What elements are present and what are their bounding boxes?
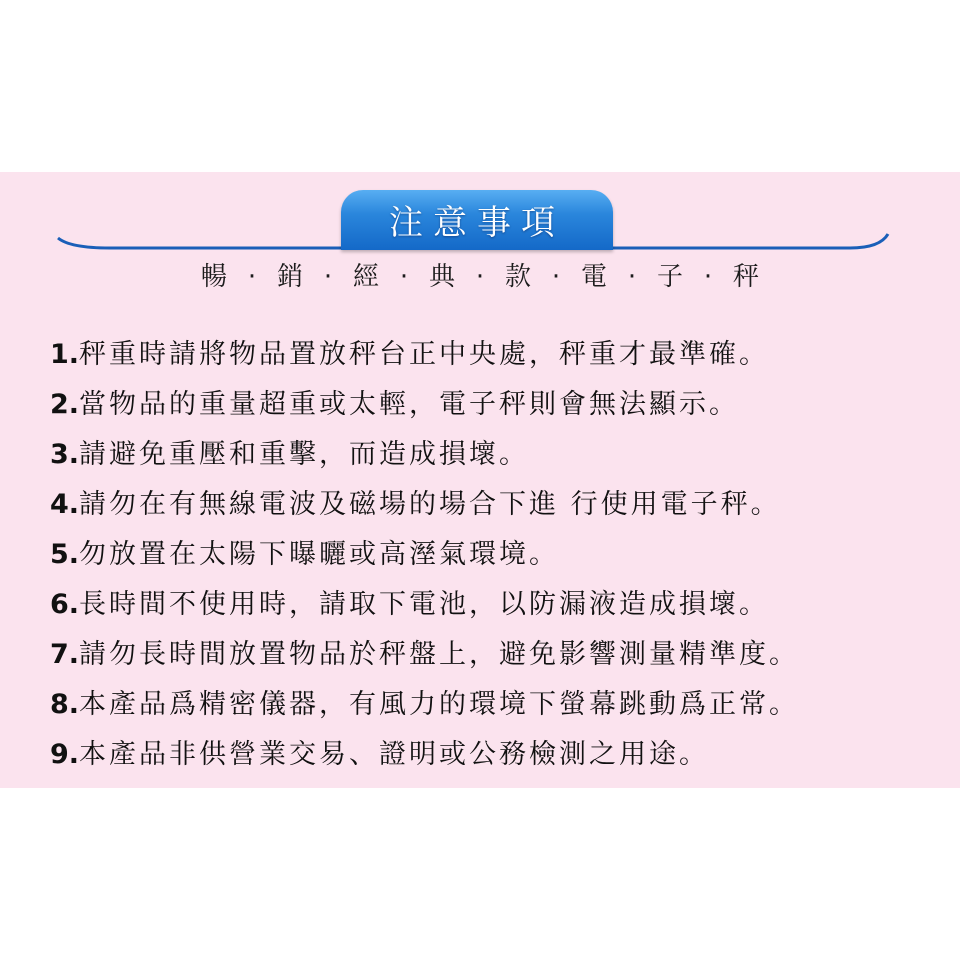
- subtitle-char: 暢: [200, 262, 227, 292]
- subtitle-separator: ·: [551, 262, 561, 292]
- notice-title: 注意事項: [389, 203, 565, 243]
- subtitle-char: 電: [580, 262, 607, 292]
- title-tab: [341, 190, 613, 250]
- notes-list: [50, 330, 940, 780]
- subtitle-separator: ·: [475, 262, 485, 292]
- note-text: 長時間不使用時，請取下電池，以防漏液造成損壞。: [79, 589, 770, 620]
- note-number: 6.: [50, 589, 80, 620]
- note-item: [50, 680, 940, 730]
- subtitle-char: 經: [352, 262, 379, 292]
- note-number: 2.: [50, 389, 80, 420]
- notice-panel: [0, 172, 960, 788]
- note-text: 請勿在有無線電波及磁場的場合下進 行使用電子秤。: [79, 489, 781, 520]
- subtitle-separator: ·: [247, 262, 257, 292]
- note-text: 請避免重壓和重擊，而造成損壞。: [79, 439, 530, 470]
- subtitle-char: 典: [428, 262, 455, 292]
- subtitle-separator: ·: [323, 262, 333, 292]
- note-item: [50, 480, 940, 530]
- note-number: 4.: [50, 489, 80, 520]
- note-number: 3.: [50, 439, 80, 470]
- note-item: [50, 730, 940, 780]
- subtitle-separator: ·: [627, 262, 637, 292]
- subtitle-char: 款: [504, 262, 531, 292]
- note-item: [50, 330, 940, 380]
- subtitle-char: 秤: [732, 262, 759, 292]
- note-number: 5.: [50, 539, 80, 570]
- note-number: 1.: [50, 339, 80, 370]
- note-item: [50, 380, 940, 430]
- subtitle-separator: ·: [399, 262, 409, 292]
- subtitle-char: 子: [656, 262, 683, 292]
- note-number: 9.: [50, 739, 80, 770]
- note-text: 秤重時請將物品置放秤台正中央處，秤重才最準確。: [79, 339, 770, 370]
- note-number: 8.: [50, 689, 80, 720]
- note-text: 請勿長時間放置物品於秤盤上，避免影響測量精準度。: [79, 639, 800, 670]
- subtitle: [0, 262, 960, 292]
- subtitle-char: 銷: [276, 262, 303, 292]
- note-item: [50, 530, 940, 580]
- note-text: 本產品爲精密儀器，有風力的環境下螢幕跳動爲正常。: [79, 689, 800, 720]
- note-text: 本產品非供營業交易、證明或公務檢測之用途。: [79, 739, 710, 770]
- note-text: 當物品的重量超重或太輕，電子秤則會無法顯示。: [79, 389, 740, 420]
- note-text: 勿放置在太陽下曝曬或高溼氣環境。: [79, 539, 560, 570]
- subtitle-separator: ·: [703, 262, 713, 292]
- note-item: [50, 580, 940, 630]
- note-number: 7.: [50, 639, 80, 670]
- note-item: [50, 630, 940, 680]
- note-item: [50, 430, 940, 480]
